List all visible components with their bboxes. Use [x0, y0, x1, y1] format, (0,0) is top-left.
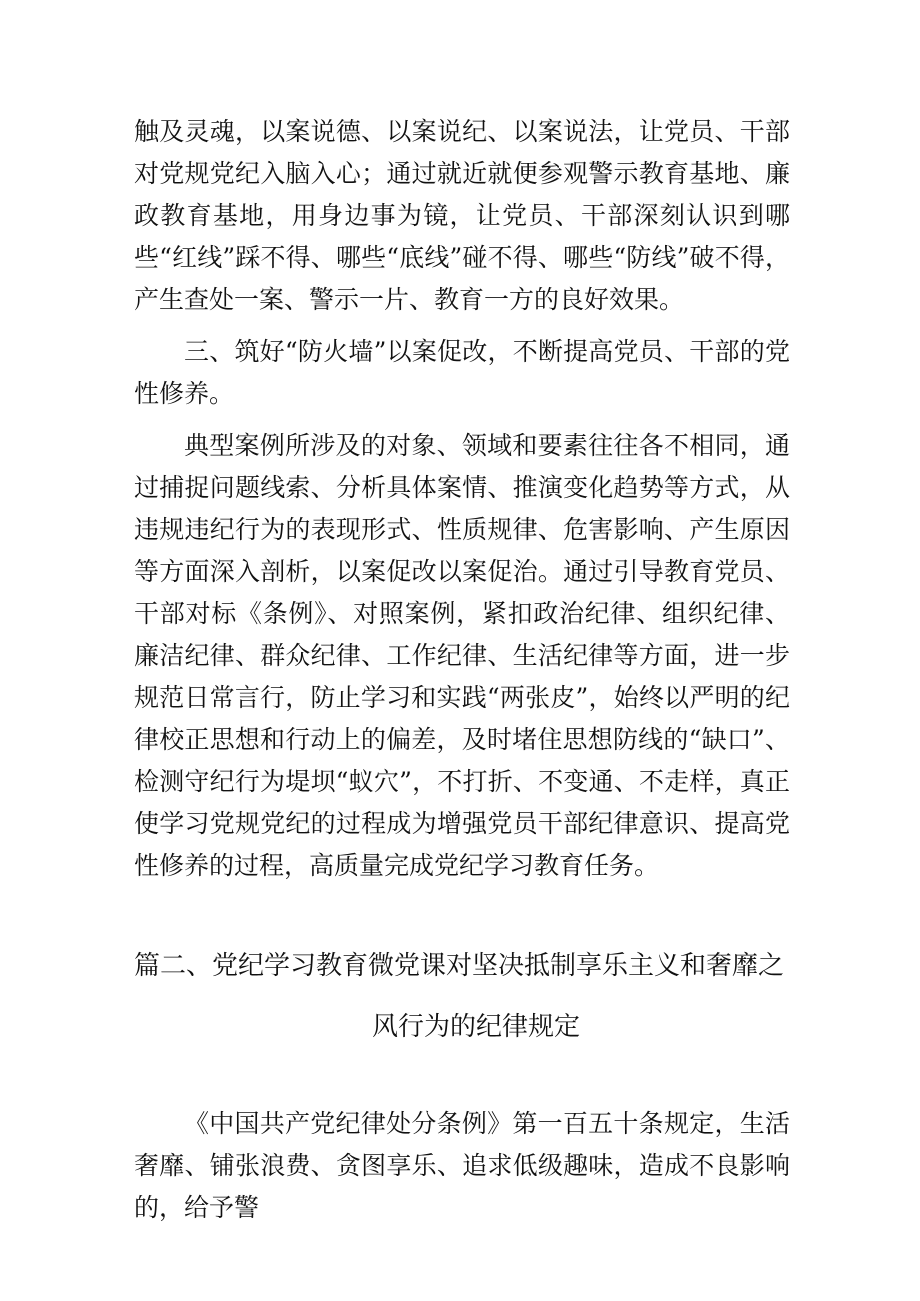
body-paragraph-4: 《中国共产党纪律处分条例》第一百五十条规定，生活奢靡、铺张浪费、贪图享乐、追求低级趣味，造成不良影响的，给予警 — [134, 1109, 790, 1222]
section-heading-three: 三、筑好“防火墙”以案促改，不断提高党员、干部的党性修养。 — [134, 337, 790, 408]
body-paragraph-1: 触及灵魂，以案说德、以案说纪、以案说法，让党员、干部对党规党纪入脑入心；通过就近就便参观警示教育基地、廉政教育基地，用身边事为镜，让党员、干部深刻认识到哪些“红线”踩不得、哪些“底线”碰不得、哪些“防线”破不得，产生查处一案、警示一片、教育一方的良好效果。 — [134, 117, 790, 314]
body-paragraph-3: 典型案例所涉及的对象、领域和要素往往各不相同，通过捕捉问题线索、分析具体案情、推演变化趋势等方式，从违规违纪行为的表现形式、性质规律、危害影响、产生原因等方面深入剖析，以案促改以案促治。通过引导教育党员、干部对标《条例》、对照案例，紧扣政治纪律、组织纪律、廉洁纪律、群众纪律、工作纪律、生活纪律等方面，进一步规范日常言行，防止学习和实践“两张皮”，始终以严明的纪律校正思想和行动上的偏差，及时堵住思想防线的“缺口”、检测守纪行为堤坝“蚁穴”，不打折、不变通、不走样，真正使学习党规党纪的过程成为增强党员干部纪律意识、提高党性修养的过程，高质量完成党纪学习教育任务。 — [134, 431, 790, 880]
article-title-line-2: 风行为的纪律规定 — [372, 1012, 581, 1042]
article-title-line-1: 篇二、党纪学习教育微党课对坚决抵制享乐主义和奢靡之 — [134, 951, 785, 981]
